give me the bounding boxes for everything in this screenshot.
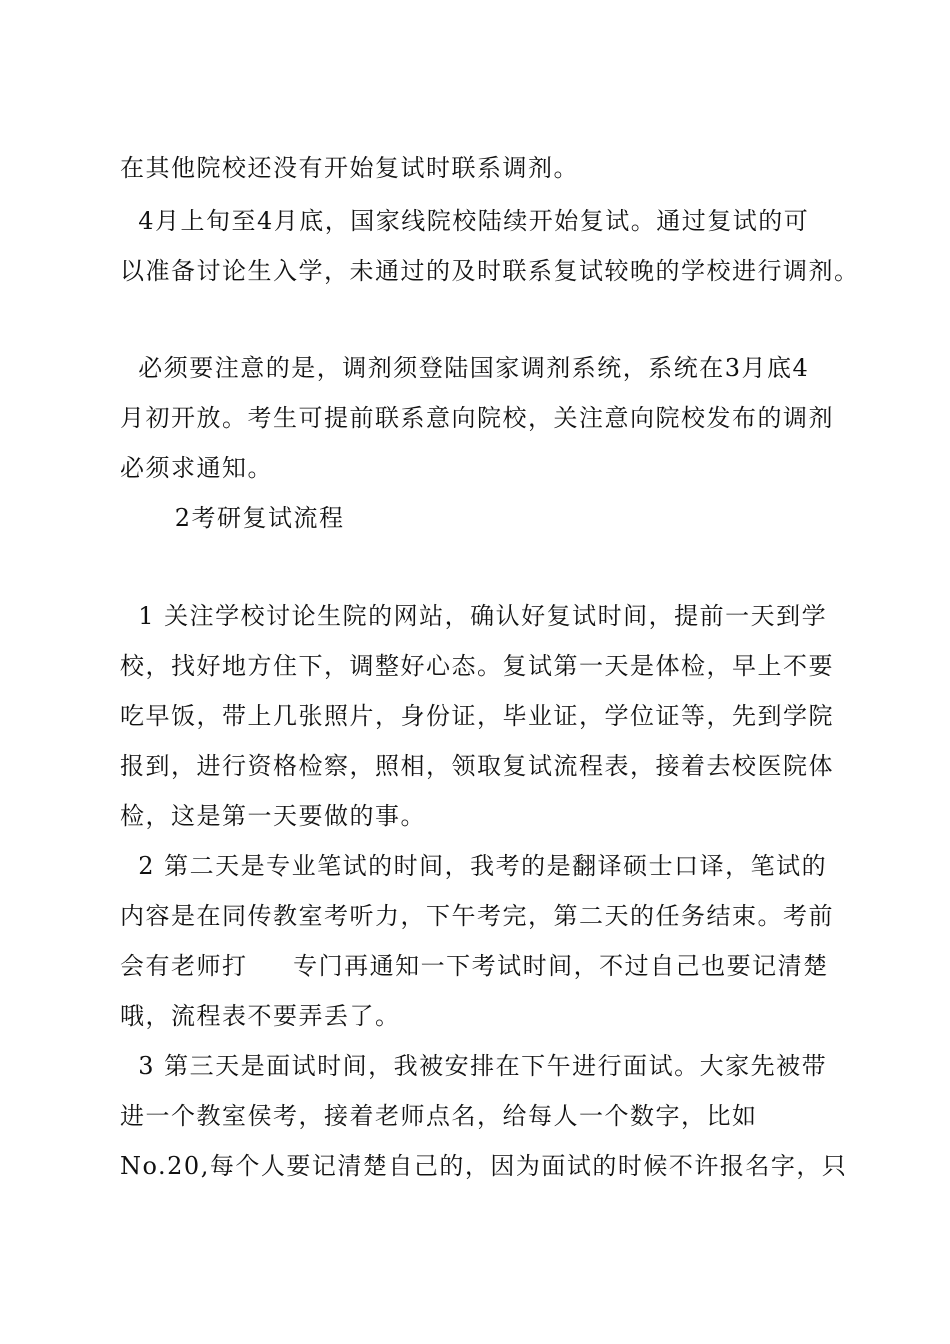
- text-line: 1 关注学校讨论生院的网站，确认好复试时间，提前一天到学: [120, 602, 828, 630]
- text-line: 检，这是第一天要做的事。: [120, 802, 426, 830]
- text-line: 吃早饭，带上几张照片，身份证，毕业证，学位证等，先到学院: [120, 702, 834, 730]
- text-line: No.20,每个人要记清楚自己的，因为面试的时候不许报名字，只: [120, 1152, 848, 1180]
- section-heading: 2考研复试流程: [120, 504, 345, 532]
- text-line: 校，找好地方住下，调整好心态。复试第一天是体检，早上不要: [120, 652, 834, 680]
- text-line: 月初开放。考生可提前联系意向院校，关注意向院校发布的调剂: [120, 404, 834, 432]
- text-line: 必须求通知。: [120, 454, 273, 482]
- text-line: 哦，流程表不要弄丢了。: [120, 1002, 401, 1030]
- text-line: 会有老师打 专门再通知一下考试时间，不过自己也要记清楚: [120, 952, 829, 980]
- text-line: 以准备讨论生入学，未通过的及时联系复试较晚的学校进行调剂。: [120, 257, 860, 285]
- text-line: 进一个教室侯考，接着老师点名，给每人一个数字，比如: [120, 1102, 758, 1130]
- text-line: 2 第二天是专业笔试的时间，我考的是翻译硕士口译，笔试的: [120, 852, 828, 880]
- text-line: 在其他院校还没有开始复试时联系调剂。: [120, 154, 579, 182]
- text-line: 内容是在同传教室考听力，下午考完，第二天的任务结束。考前: [120, 902, 834, 930]
- text-line: 4月上旬至4月底，国家线院校陆续开始复试。通过复试的可: [120, 207, 810, 235]
- text-line: 报到，进行资格检察，照相，领取复试流程表，接着去校医院体: [120, 752, 834, 780]
- text-line: 必须要注意的是，调剂须登陆国家调剂系统，系统在3月底4: [120, 354, 810, 382]
- text-line: 3 第三天是面试时间，我被安排在下午进行面试。大家先被带: [120, 1052, 828, 1080]
